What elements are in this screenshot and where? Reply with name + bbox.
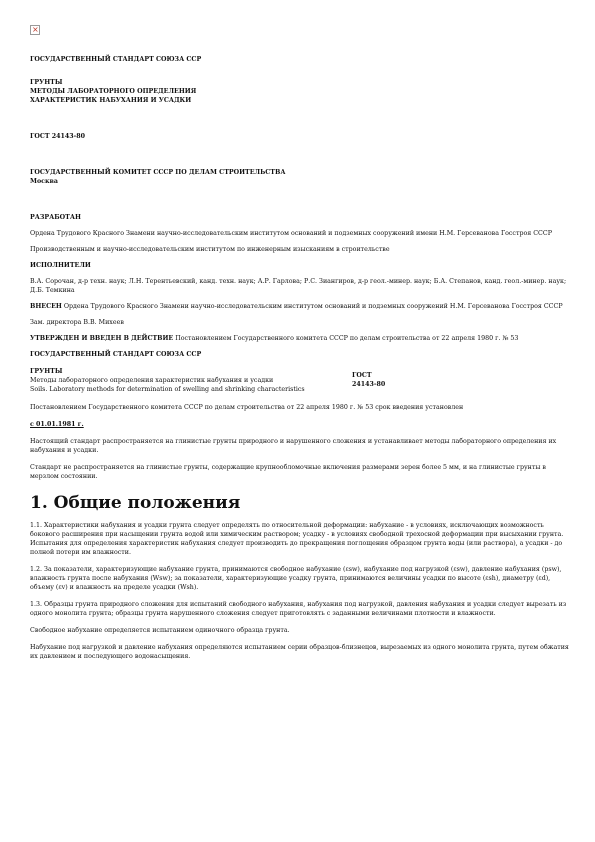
- introduced-label: ВНЕСЕН: [30, 303, 62, 310]
- body-paragraph: 1.1. Характеристики набухания и усадки грунта следует определять по относительной деформации: набухание - в условиях, исключающих возможность бокового расширения при насыщении грунта водой или химическим раствором; усадку - в условиях свободной трехосной деформации при высыхании грунта. Испытания для определения характеристик набухания следует производить до прекращения поглощения образцом грунта воды (или раствора), а усадки - до полной потери им влажности.: [30, 522, 564, 556]
- standard-title-cell: [30, 367, 352, 394]
- standard-title-ru-bold: ГРУНТЫ: [30, 368, 63, 375]
- city: Москва: [30, 178, 59, 185]
- body-paragraph: 1.3. Образцы грунта природного сложения для испытаний свободного набухания, набухания под нагрузкой, давления набухания и усадки следует вырезать из одного монолита грунта; образцы грунта нарушенного сложения следует приготовлять с заданными величинами плотности и влажности.: [30, 601, 567, 617]
- standard-number-cell: [352, 367, 502, 394]
- title-line: МЕТОДЫ ЛАБОРАТОРНОГО ОПРЕДЕЛЕНИЯ: [30, 88, 197, 95]
- standard-title-en: Soils. Laboratory methods for determination of swelling and shrinking characteristics: [30, 386, 305, 393]
- gost-number: ГОСТ 24143-80: [30, 133, 86, 140]
- approved-paragraph: [30, 334, 570, 343]
- scope-paragraph: Стандарт не распространяется на глинистые грунты, содержащие крупнообломочные включения размерами зерен более 5 мм, и на глинистые грунты в мерзлом состоянии.: [30, 464, 546, 480]
- body-paragraph: Набухание под нагрузкой и давление набухания определяются испытанием серии образцов-близнецов, вырезаемых из одного монолита грунта, путем обжатия их давлением и последующего водонасыщения.: [30, 644, 569, 660]
- approved-label: УТВЕРЖДЕН И ВВЕДЕН В ДЕЙСТВИЕ: [30, 335, 174, 342]
- scope-paragraph: Настоящий стандарт распространяется на глинистые грунты природного и нарушенного сложения и устанавливает методы лабораторного определения их набухания и усадки.: [30, 438, 557, 454]
- resolution-paragraph: Постановлением Государственного комитета СССР по делам строительства от 22 апреля 1980 г. № 53 срок введения установлен: [30, 404, 464, 411]
- gost-label: ГОСТ: [352, 372, 372, 379]
- committee-name: ГОСУДАРСТВЕННЫЙ КОМИТЕТ СССР ПО ДЕЛАМ СТРОИТЕЛЬСТВА: [30, 169, 286, 176]
- executors-paragraph: В.А. Сорочан, д-р техн. наук; Л.Н. Терентьевский, канд. техн. наук; А.Р. Гарлова; Р.С. Зиангиров, д-р геол.-минер. наук; Б.А. Степанов, канд. геол.-минер. наук; Д.Б. Темкина: [30, 278, 567, 294]
- introduced-text: Ордена Трудового Красного Знамени научно-исследовательским институтом оснований и подземных сооружений Н.М. Герсеванова Госстроя СССР: [61, 303, 563, 310]
- effective-date: с 01.01.1981 г.: [30, 421, 84, 428]
- document-title: [30, 78, 570, 105]
- document-page: [30, 16, 570, 661]
- body-paragraph: 1.2. За показатели, характеризующие набухание грунта, принимаются свободное набухание (εsw), набухание под нагрузкой (εsw), давление набухания (psw), влажность грунта после набухания (Wsw); за показатели, характеризующие усадку грунта, принимаются величины усадки по высоте (εsh), диаметру (εd), объему (εv) и влажность на пределе усадки (Wsh).: [30, 566, 562, 591]
- state-standard-heading-2: ГОСУДАРСТВЕННЫЙ СТАНДАРТ СОЮЗА ССР: [30, 351, 202, 358]
- developer-paragraph: Ордена Трудового Красного Знамени научно-исследовательским институтом оснований и подземных сооружений имени Н.М. Герсеванова Госстроя СССР: [30, 230, 552, 237]
- standard-title-ru: Методы лабораторного определения характеристик набухания и усадки: [30, 377, 274, 384]
- developed-heading: РАЗРАБОТАН: [30, 214, 81, 221]
- executors-heading: ИСПОЛНИТЕЛИ: [30, 262, 91, 269]
- standard-title-table: [30, 367, 570, 394]
- deputy-line: Зам. директора В.В. Михеев: [30, 319, 124, 326]
- broken-image-icon: [30, 20, 570, 39]
- body-paragraph: Свободное набухание определяется испытанием одиночного образца грунта.: [30, 627, 290, 634]
- section-heading: 1. Общие положения: [30, 493, 241, 513]
- approved-text: Постановлением Государственного комитета СССР по делам строительства от 22 апреля 1980 г. № 53: [173, 335, 519, 342]
- state-standard-heading: ГОСУДАРСТВЕННЫЙ СТАНДАРТ СОЮЗА ССР: [30, 56, 202, 63]
- introduced-paragraph: [30, 302, 570, 311]
- developer-paragraph: Производственным и научно-исследовательским институтом по инженерным изысканиям в строительстве: [30, 246, 390, 253]
- title-line: ГРУНТЫ: [30, 79, 63, 86]
- title-line: ХАРАКТЕРИСТИК НАБУХАНИЯ И УСАДКИ: [30, 97, 192, 104]
- gost-number-cell: 24143-80: [352, 381, 386, 388]
